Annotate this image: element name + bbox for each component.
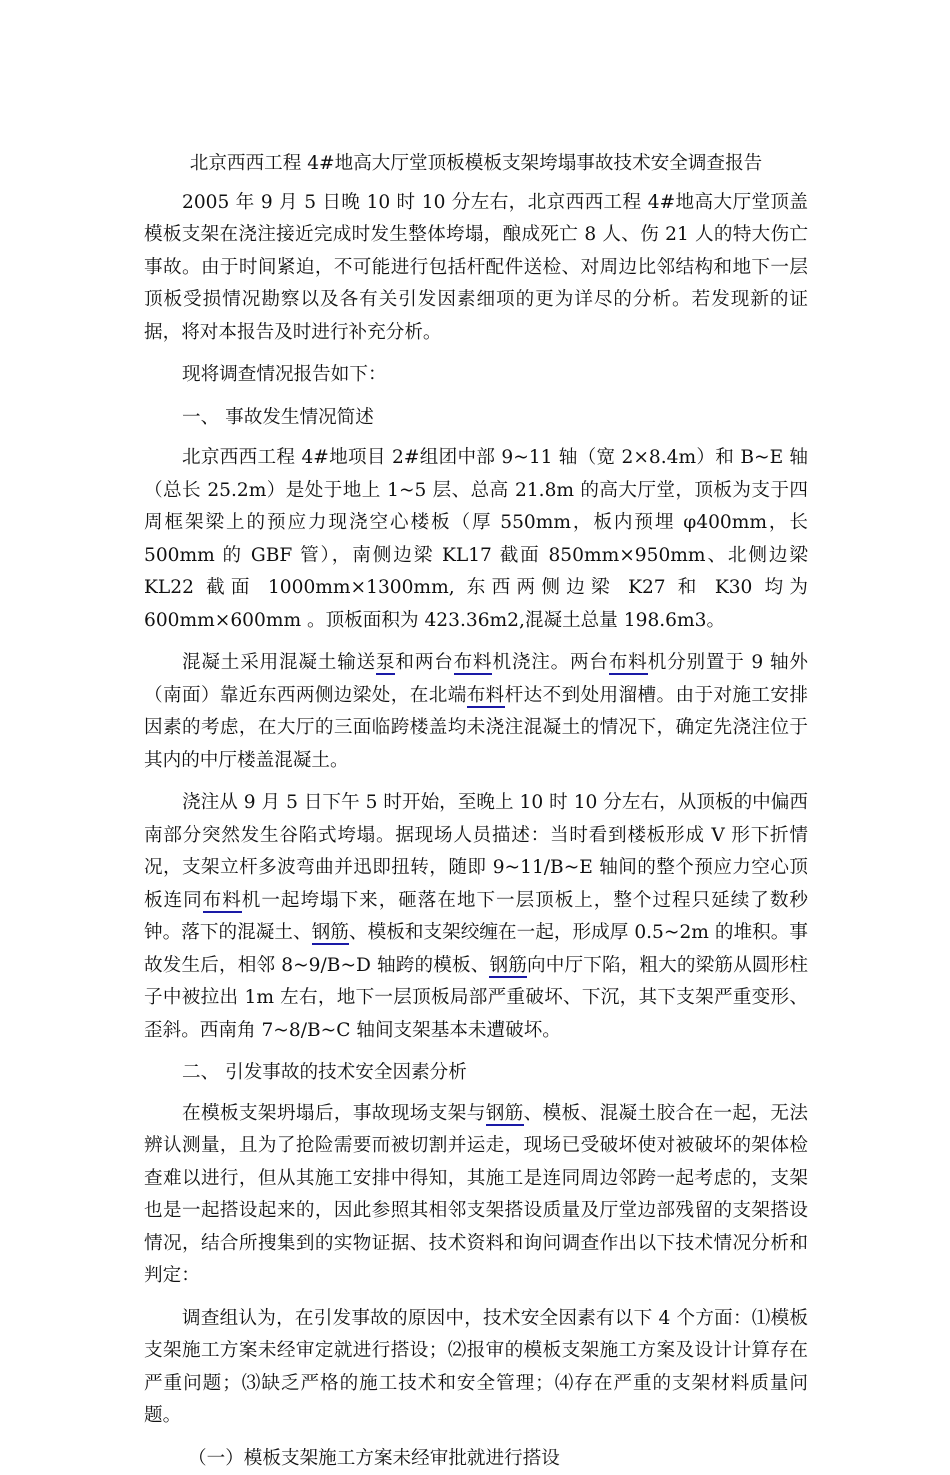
report-title: 北京西西工程 4#地高大厅堂顶板模板支架垮塌事故技术安全调查报告 xyxy=(144,148,808,181)
section-2-heading: 二、 引发事故的技术安全因素分析 xyxy=(144,1057,808,1090)
section-1-heading: 一、 事故发生情况简述 xyxy=(144,402,808,435)
intro-paragraph: 2005 年 9 月 5 日晚 10 时 10 分左右，北京西西工程 4#地高大厅堂顶盖模板支架在浇注接近完成时发生整体垮塌，酿成死亡 8 人、伤 21 人的特大伤亡事故。由于时间紧迫，不可能进行包括杆配件送检、对周边比邻结构和地下一层顶板受损情况勘察以及各有关引发因素细项的更为详尽的分析。若发现新的证据，将对本报告及时进行补充分析。 xyxy=(144,187,808,350)
keyword-link[interactable]: 布料 xyxy=(454,652,493,675)
subsection-1-heading: （一）模板支架施工方案未经审批就进行搭设 xyxy=(144,1443,808,1475)
section-2-paragraph-1 xyxy=(144,1098,808,1293)
text-segment: 混凝土采用混凝土输送 xyxy=(182,652,376,673)
keyword-link[interactable]: 布料 xyxy=(203,890,242,913)
section-2-paragraph-2: 调查组认为，在引发事故的原因中，技术安全因素有以下 4 个方面：⑴模板支架施工方案未经审定就进行搭设；⑵报审的模板支架施工方案及设计计算存在严重问题；⑶缺乏严格的施工技术和安全管理；⑷存在严重的支架材料质量问题。 xyxy=(144,1303,808,1433)
text-segment: 机浇注。两台 xyxy=(492,652,608,673)
text-segment: 、模板和支架绞缠在一起，形成厚 0.5~2m 的堆积。事故发生后，相邻 8~9/B~D 轴跨的模板、 xyxy=(144,922,808,976)
keyword-link[interactable]: 泵 xyxy=(376,652,395,675)
text-segment: 在模板支架坍塌后，事故现场支架与 xyxy=(182,1103,486,1124)
keyword-link[interactable]: 钢筋 xyxy=(489,955,527,978)
text-segment: 机一起垮塌下来，砸落在地下一层顶板上，整个过程只延续了数秒钟。落下的混凝土、 xyxy=(144,890,808,944)
text-segment: 杆达不到处用溜槽。由于对施工安排因素的考虑，在大厅的三面临跨楼盖均未浇注混凝土的情况下，确定先浇注位于其内的中厅楼盖混凝土。 xyxy=(144,685,808,771)
text-segment: 向中厅下陷，粗大的梁筋从圆形柱子中被拉出 1m 左右，地下一层顶板局部严重破坏、下沉，其下支架严重变形、歪斜。西南角 7~8/B~C 轴间支架基本未遭破坏。 xyxy=(144,955,808,1041)
lead-paragraph: 现将调查情况报告如下： xyxy=(144,359,808,392)
text-segment: 和两台 xyxy=(395,652,453,673)
text-segment: 机分别置于 9 轴外（南面）靠近东西两侧边梁处，在北端 xyxy=(144,652,808,706)
text-segment: 浇注从 9 月 5 日下午 5 时开始，至晚上 10 时 10 分左右，从顶板的中偏西南部分突然发生谷陷式垮塌。据现场人员描述：当时看到楼板形成 V 形下折情况，支架立杆多波弯曲并迅即扭转，随即 9~11/B~E 轴间的整个预应力空心顶板连同 xyxy=(144,792,808,911)
section-1-paragraph-2 xyxy=(144,647,808,777)
text-segment: 、模板、混凝土胶合在一起，无法辨认测量，且为了抢险需要而被切割并运走，现场已受破坏使对被破坏的架体检查难以进行，但从其施工安排中得知，其施工是连同周边邻跨一起考虑的，支架也是一起搭设起来的，因此参照其相邻支架搭设质量及厅堂边部残留的支架搭设情况，结合所搜集到的实物证据、技术资料和询问调查作出以下技术情况分析和判定： xyxy=(144,1103,808,1287)
keyword-link[interactable]: 布料 xyxy=(467,685,505,708)
keyword-link[interactable]: 布料 xyxy=(609,652,648,675)
keyword-link[interactable]: 钢筋 xyxy=(312,922,349,945)
document-body xyxy=(144,148,808,1475)
keyword-link[interactable]: 钢筋 xyxy=(486,1103,524,1126)
section-1-paragraph-1: 北京西西工程 4#地项目 2#组团中部 9~11 轴（宽 2×8.4m）和 B~E 轴（总长 25.2m）是处于地上 1~5 层、总高 21.8m 的高大厅堂，顶板为支于四周框架梁上的预应力现浇空心楼板（厚 550mm，板内预埋 φ400mm，长 500mm 的 GBF 管），南侧边梁 KL17 截面 850mm×950mm、北侧边梁 KL22 截面 1000mm×1300mm, 东西两侧边梁 K27 和 K30 均为 600mm×600mm 。顶板面积为 423.36m2,混凝土总量 198.6m3。 xyxy=(144,442,808,637)
section-1-paragraph-3 xyxy=(144,787,808,1047)
